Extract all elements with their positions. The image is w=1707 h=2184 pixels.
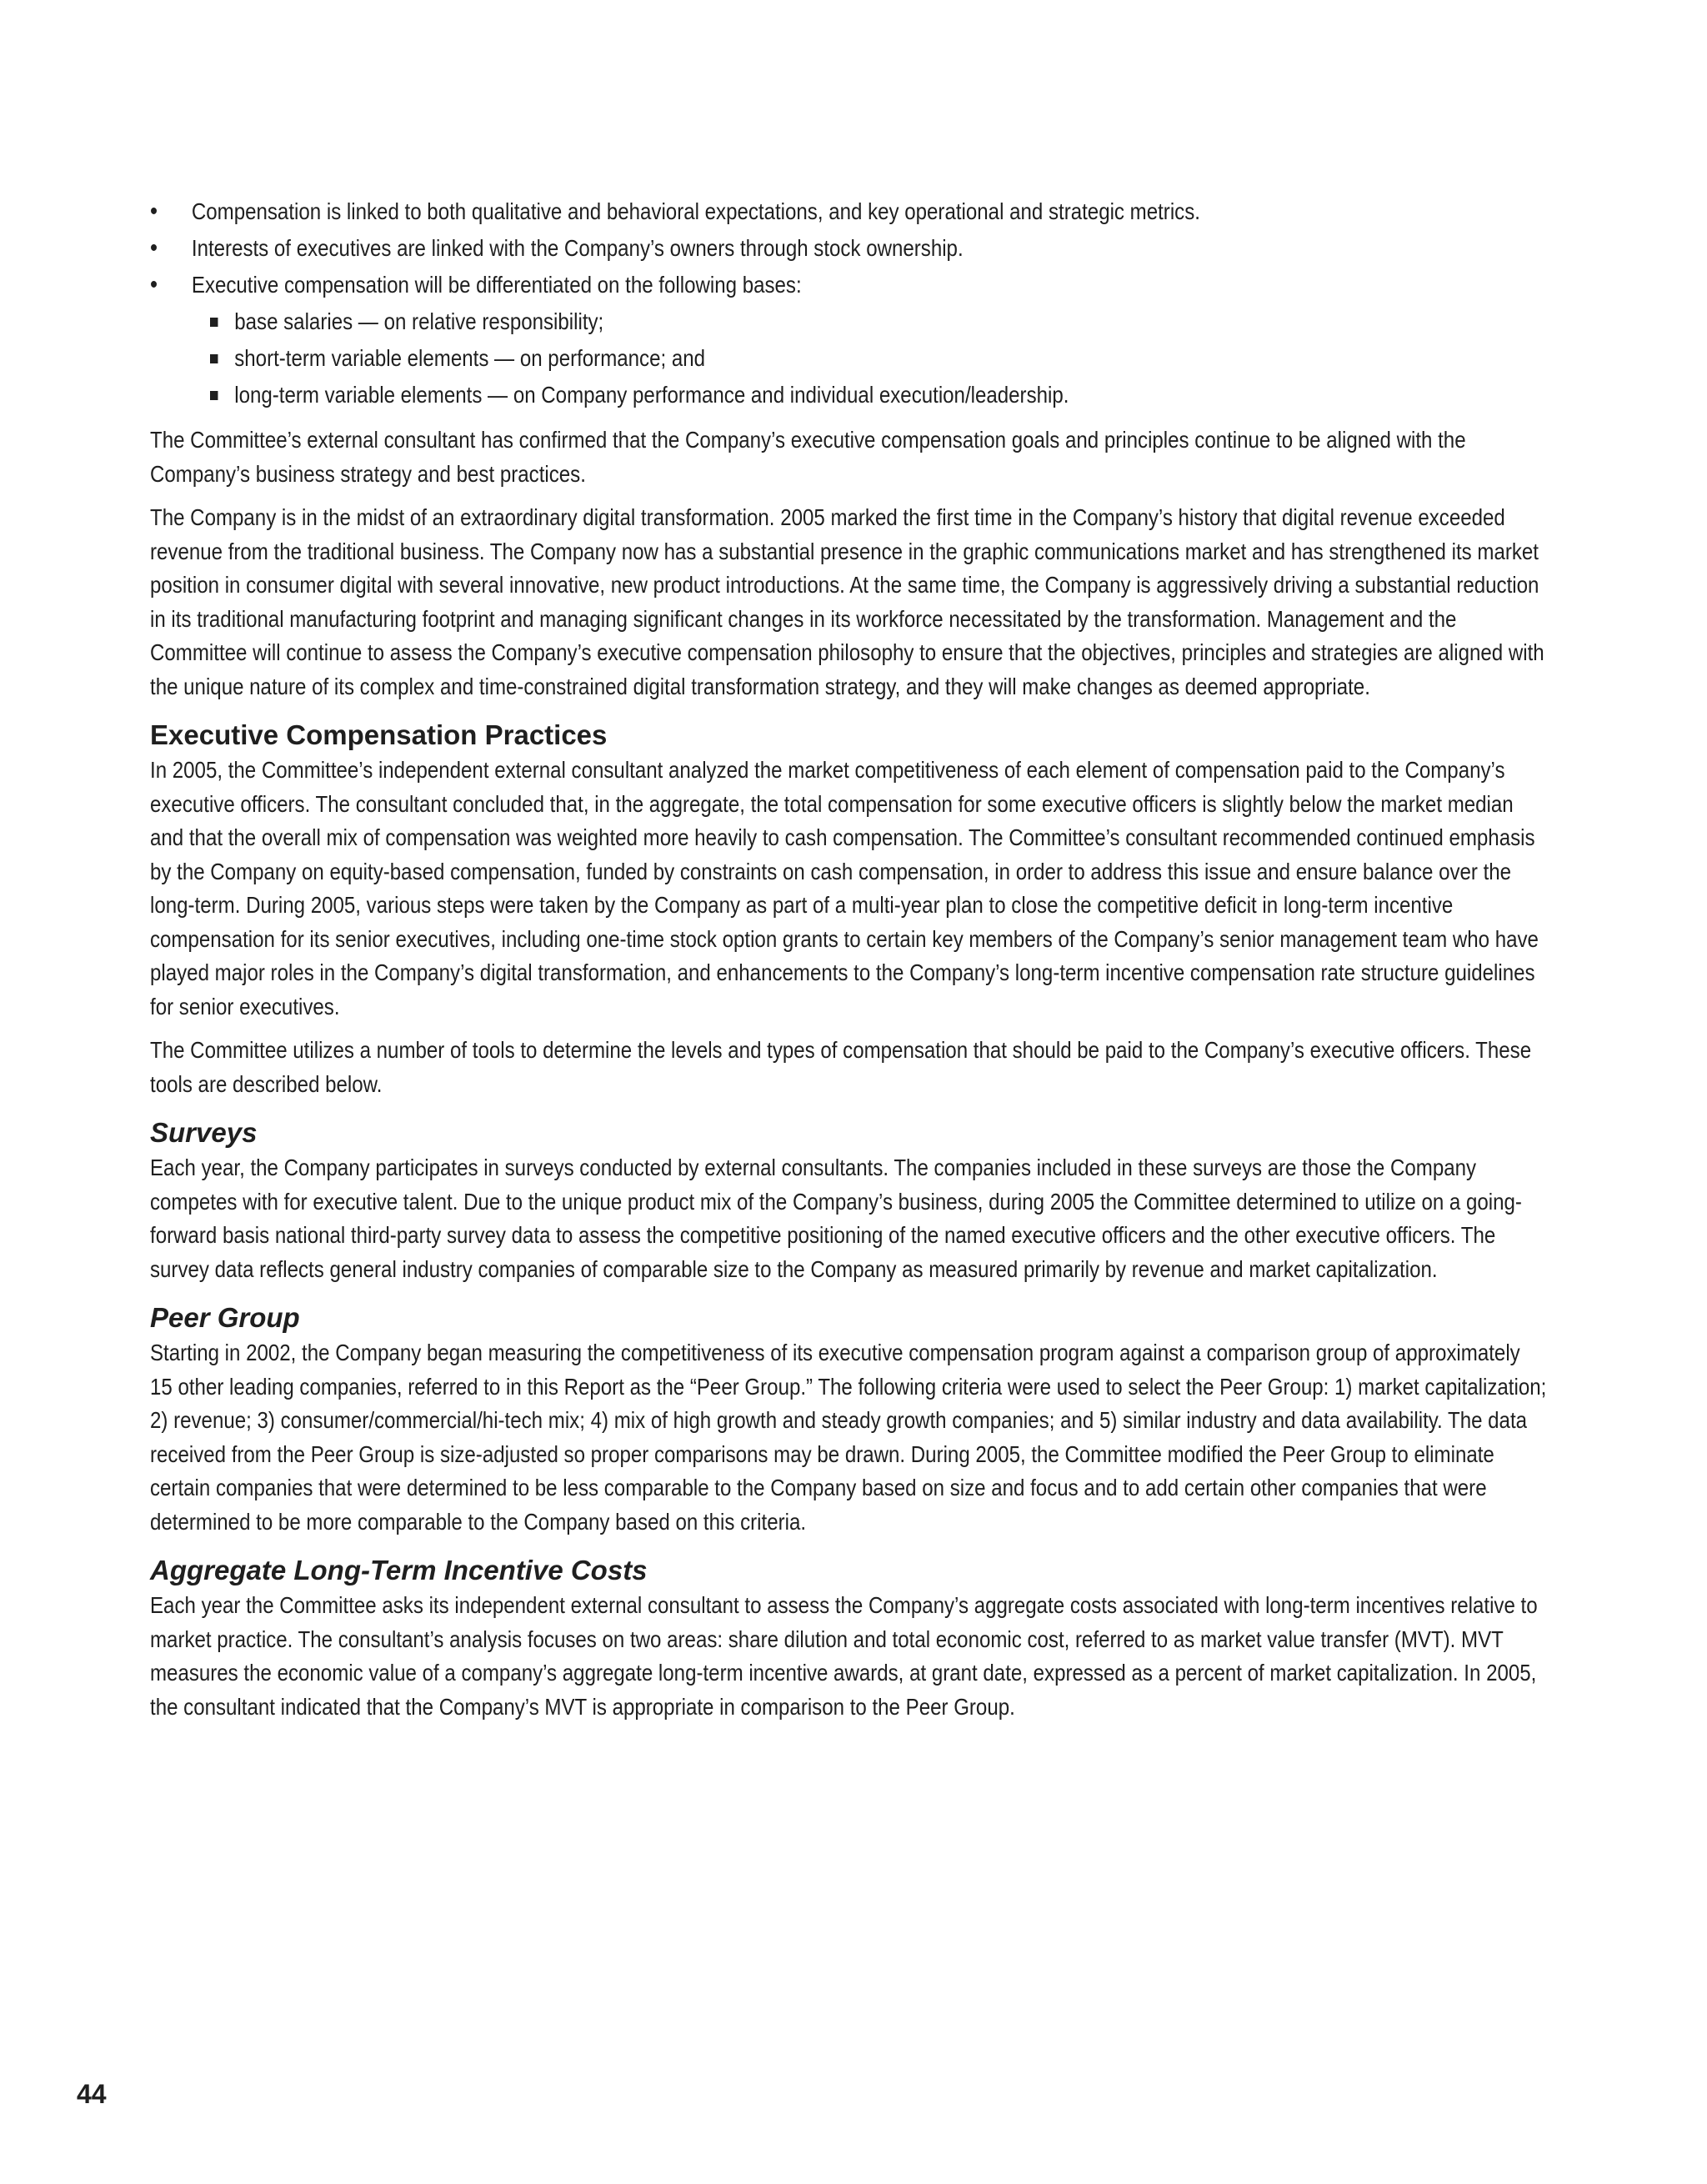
list-item: • Interests of executives are linked with the Company’s owners through stock ownership. [150, 230, 1354, 267]
paragraph-practices-1: In 2005, the Committee’s independent external consultant analyzed the market competitiveness of each element of compensation paid to the Company’s executive officers. The consultant concluded that, in the aggregate, the total compensation for some executive officers is slightly below the market median and that the overall mix of compensation was weighted more heavily to cash compensation. The Committee’s consultant recommended continued emphasis by the Company on equity-based compensation, funded by constraints on cash compensation, in order to address this issue and ensure balance over the long-term. During 2005, various steps were taken by the Company as part of a multi-year plan to close the competitive deficit in long-term incentive compensation for its senior executives, including one-time stock option grants to certain key members of the Company’s senior management team who have played major roles in the Company’s digital transformation, and enhancements to the Company’s long-term incentive compensation rate structure guidelines for senior executives. [150, 757, 1539, 1019]
paragraph-aggregate-lti: Each year the Committee asks its independent external consultant to assess the Company’s aggregate costs associated with long-term incentives relative to market practice. The consultant’s analysis focuses on two areas: share dilution and total economic cost, referred to as market value transfer (MVT). MVT measures the economic value of a company’s aggregate long-term incentive awards, at grant date, expressed as a percent of market capitalization. In 2005, the consultant indicated that the Company’s MVT is appropriate in comparison to the Peer Group. [150, 1592, 1538, 1720]
list-item: • Executive compensation will be differentiated on the following bases: [150, 267, 1354, 303]
paragraph-peer-group: Starting in 2002, the Company began measuring the competitiveness of its executive compensation program against a comparison group of approximately 15 other leading companies, referred to in this Report as the “Peer Group.” The following criteria were used to select the Peer Group: 1) market capitalization; 2) revenue; 3) consumer/commercial/hi-tech mix; 4) mix of high growth and steady growth companies; and 5) similar industry and data availability. The data received from the Peer Group is size-adjusted so proper comparisons may be drawn. During 2005, the Committee modified the Peer Group to eliminate certain companies that were determined to be less comparable to the Company based on size and focus and to add certain other companies that were determined to be more comparable to the Company based on this criteria. [150, 1340, 1547, 1535]
list-item: long-term variable elements — on Company performance and individual execution/leadership. [210, 377, 1363, 413]
subheading-surveys: Surveys [150, 1117, 258, 1148]
list-item: base salaries — on relative responsibility; [210, 303, 1363, 340]
page-body [150, 193, 1550, 1724]
subheading-peer-group: Peer Group [150, 1302, 300, 1333]
paragraph-consultant-confirmed: The Committee’s external consultant has confirmed that the Company’s executive compensation goals and principles continue to be aligned with the Company’s business strategy and best practices. [150, 427, 1466, 487]
page-number: 44 [77, 2079, 107, 2109]
subheading-aggregate-lti: Aggregate Long-Term Incentive Costs [150, 1555, 648, 1585]
section-heading-practices: Executive Compensation Practices [150, 719, 608, 750]
sub-bullet-list [150, 303, 1550, 413]
bullet-list [150, 193, 1550, 303]
paragraph-surveys: Each year, the Company participates in surveys conducted by external consultants. The companies included in these surveys are those the Company competes with for executive talent. Due to the unique product mix of the Company’s business, during 2005 the Committee determined to utilize on a going-forward basis national third-party survey data to assess the competitive positioning of the named executive officers and the other executive officers. The survey data reflects general industry companies of comparable size to the Company as measured primarily by revenue and market capitalization. [150, 1155, 1522, 1282]
paragraph-practices-2: The Committee utilizes a number of tools to determine the levels and types of compensation that should be paid to the Company’s executive officers. These tools are described below. [150, 1037, 1532, 1097]
paragraph-digital-transformation: The Company is in the midst of an extraordinary digital transformation. 2005 marked the first time in the Company’s history that digital revenue exceeded revenue from the traditional business. The Company now has a substantial presence in the graphic communications market and has strengthened its market position in consumer digital with several innovative, new product introductions. At the same time, the Company is aggressively driving a substantial reduction in its traditional manufacturing footprint and managing significant changes in its workforce necessitated by the transformation. Management and the Committee will continue to assess the Company’s executive compensation philosophy to ensure that the objectives, principles and strategies are aligned with the unique nature of its complex and time-constrained digital transformation strategy, and they will make changes as deemed appropriate. [150, 504, 1544, 699]
list-item: short-term variable elements — on performance; and [210, 340, 1363, 377]
list-item: • Compensation is linked to both qualitative and behavioral expectations, and key operational and strategic metrics. [150, 193, 1354, 230]
